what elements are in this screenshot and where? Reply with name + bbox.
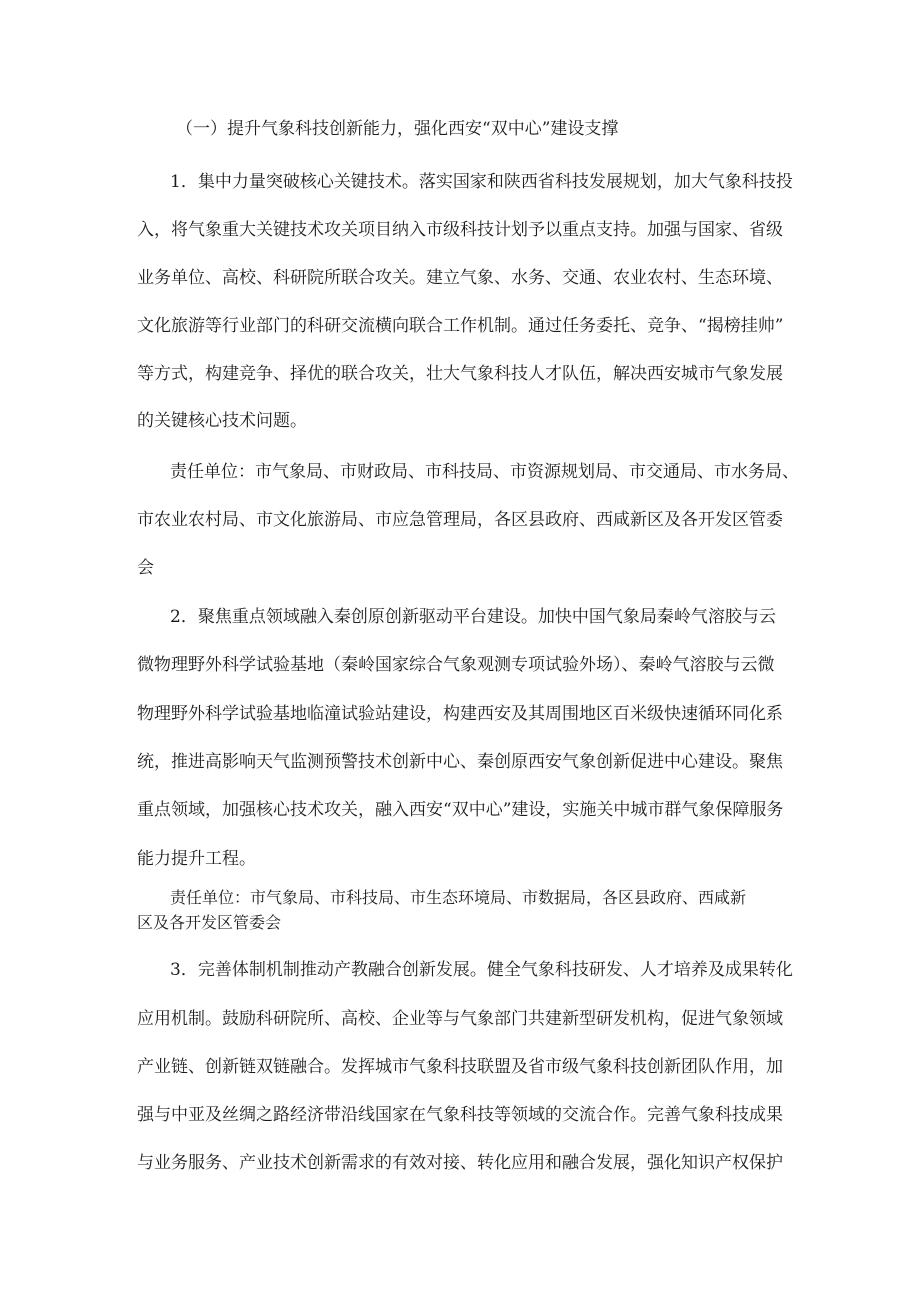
section-heading: （一）提升气象科技创新能力，强化西安“双中心”建设支撑 xyxy=(176,119,619,139)
item-1-responsible-line-2: 市农业农村局、市文化旅游局、市应急管理局，各区县政府、西咸新区及各开发区管委 xyxy=(137,510,783,530)
item-1-line-5: 等方式，构建竞争、择优的联合攻关，壮大气象科技人才队伍，解决西安城市气象发展 xyxy=(137,364,783,384)
item-3-line-5: 与业务服务、产业技术创新需求的有效对接、转化应用和融合发展，强化知识产权保护 xyxy=(137,1153,783,1173)
item-3-line-1: 3．完善体制机制推动产教融合创新发展。健全气象科技研发、人才培养及成果转化 xyxy=(170,960,793,980)
item-1-line-2: 入，将气象重大关键技术攻关项目纳入市级科技计划予以重点支持。加强与国家、省级 xyxy=(137,220,783,240)
item-1-line-3: 业务单位、高校、科研院所联合攻关。建立气象、水务、交通、农业农村、生态环境、 xyxy=(137,268,783,288)
item-1-responsible-line-3: 会 xyxy=(137,558,154,578)
item-2-line-6: 能力提升工程。 xyxy=(137,849,256,869)
item-1-line-6: 的关键核心技术问题。 xyxy=(137,411,307,431)
item-2-line-2: 微物理野外科学试验基地（秦岭国家综合气象观测专项试验外场）、秦岭气溶胶与云微 xyxy=(137,655,775,675)
item-2-line-5: 重点领域，加强核心技术攻关，融入西安“双中心”建设，实施关中城市群气象保障服务 xyxy=(137,800,784,820)
item-2-line-4: 统，推进高影响天气监测预警技术创新中心、秦创原西安气象创新促进中心建设。聚焦 xyxy=(137,752,783,772)
item-2-line-1: 2．聚焦重点领域融入秦创原创新驱动平台建设。加快中国气象局秦岭气溶胶与云 xyxy=(170,607,776,627)
item-1-line-1: 1．集中力量突破核心关键技术。落实国家和陕西省科技发展规划，加大气象科技投 xyxy=(170,172,793,192)
item-2-line-3: 物理野外科学试验基地临潼试验站建设，构建西安及其周围地区百米级快速循环同化系 xyxy=(137,704,783,724)
item-3-line-4: 强与中亚及丝绸之路经济带沿线国家在气象科技等领域的交流合作。完善气象科技成果 xyxy=(137,1105,783,1125)
item-1-responsible-line-1: 责任单位：市气象局、市财政局、市科技局、市资源规划局、市交通局、市水务局、 xyxy=(170,462,799,482)
item-1-line-4: 文化旅游等行业部门的科研交流横向联合工作机制。通过任务委托、竞争、“揭榜挂帅” xyxy=(137,316,784,336)
item-2-responsible-line-1: 责任单位：市气象局、市科技局、市生态环境局、市数据局，各区县政府、西咸新 xyxy=(170,888,747,907)
item-3-line-2: 应用机制。鼓励科研院所、高校、企业等与气象部门共建新型研发机构，促进气象领域 xyxy=(137,1009,783,1029)
item-3-line-3: 产业链、创新链双链融合。发挥城市气象科技联盟及省市级气象科技创新团队作用，加 xyxy=(137,1057,783,1077)
item-2-responsible-line-2: 区及各开发区管委会 xyxy=(137,913,282,932)
